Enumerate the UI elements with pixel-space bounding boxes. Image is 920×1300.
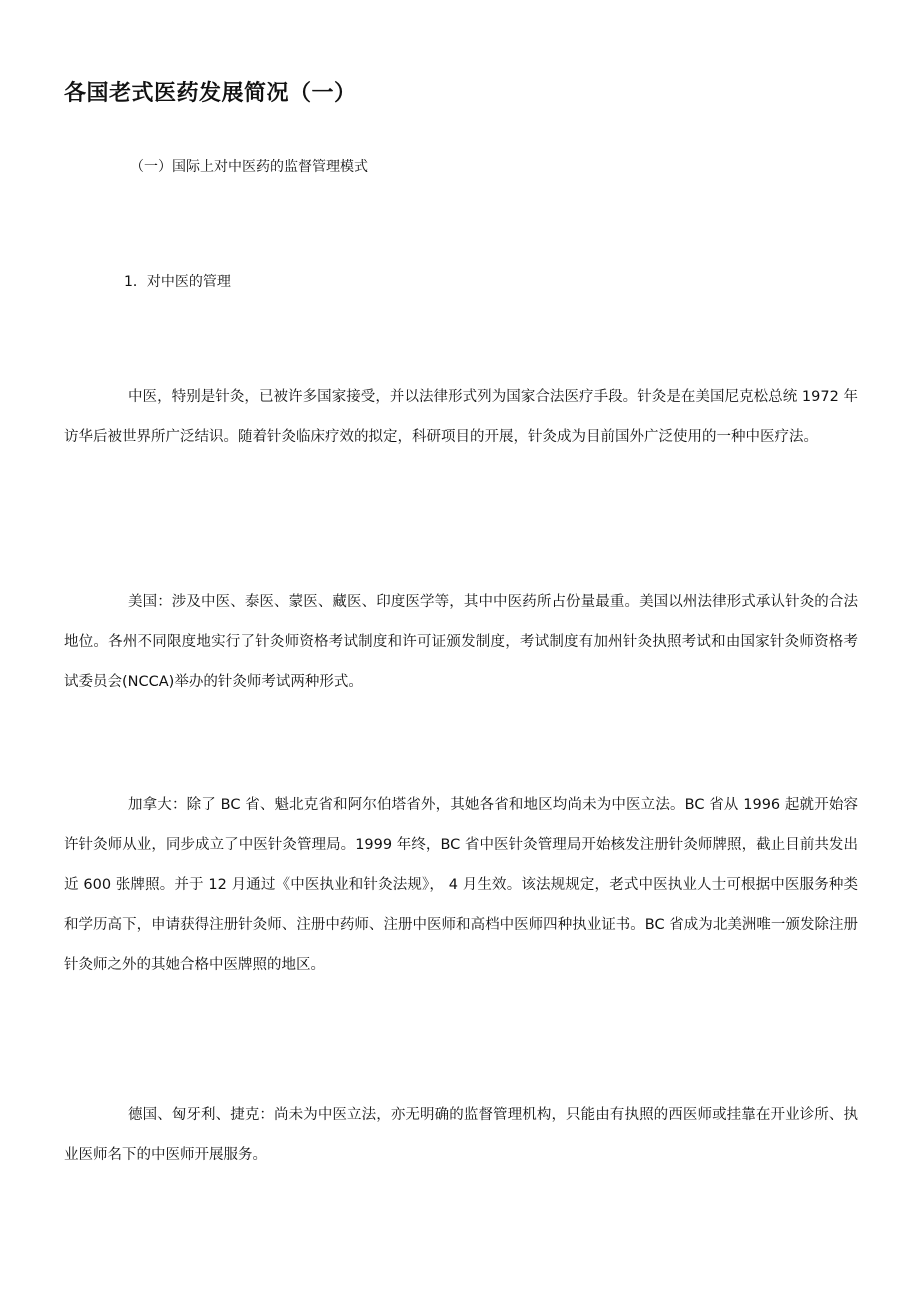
- document-title: 各国老式医药发展简况（一）: [64, 81, 357, 106]
- paragraph-germany-hungary-czech: 德国、匈牙利、捷克：尚未为中医立法，亦无明确的监督管理机构，只能由有执照的西医师或挂靠在开业诊所、执业医师名下的中医师开展服务。: [64, 1107, 858, 1163]
- paragraph-canada: 加拿大：除了 BC 省、魁北克省和阿尔伯塔省外，其她各省和地区均尚未为中医立法。BC 省从 1996 起就开始容许针灸师从业，同步成立了中医针灸管理局。1999 年终，BC 省中医针灸管理局开始核发注册针灸师牌照，截止目前共发出近 600 张牌照。并于 12 月通过《中医执业和针灸法规》， 4 月生效。该法规规定，老式中医执业人士可根据中医服务种类和学历高下，申请获得注册针灸师、注册中药师、注册中医师和高档中医师四种执业证书。BC 省成为北美洲唯一颁发除注册针灸师之外的其她合格中医牌照的地区。: [64, 797, 858, 973]
- section-heading: （一）国际上对中医药的监督管理模式: [130, 159, 368, 175]
- paragraph-usa: 美国：涉及中医、泰医、蒙医、藏医、印度医学等，其中中医药所占份量最重。美国以州法律形式承认针灸的合法地位。各州不同限度地实行了针灸师资格考试制度和许可证颁发制度，考试制度有加州针灸执照考试和由国家针灸师资格考试委员会(NCCA)举办的针灸师考试两种形式。: [64, 594, 858, 690]
- subsection-heading: 1．对中医的管理: [124, 274, 231, 290]
- paragraph-overview: 中医，特别是针灸，已被许多国家接受，并以法律形式列为国家合法医疗手段。针灸是在美国尼克松总统 1972 年访华后被世界所广泛结识。随着针灸临床疗效的拟定，科研项目的开展，针灸成为目前国外广泛使用的一种中医疗法。: [64, 389, 858, 445]
